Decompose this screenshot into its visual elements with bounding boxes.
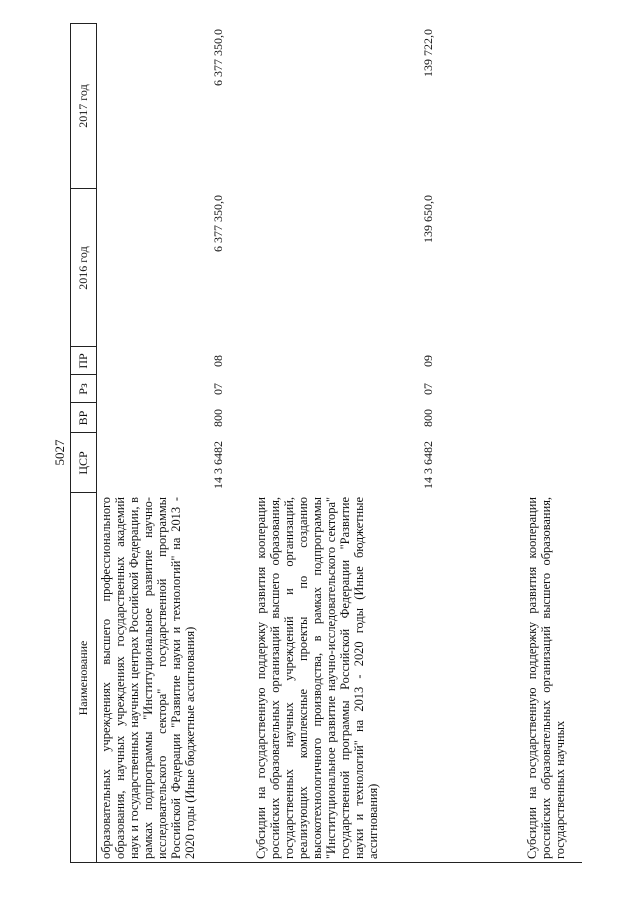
row-2-2016: 139 650,0 bbox=[421, 195, 435, 243]
row-1-2016: 6 377 350,0 bbox=[211, 195, 225, 252]
header-pr: ПР bbox=[76, 353, 90, 369]
row-1-rz: 07 bbox=[211, 383, 225, 395]
row-2-pr: 09 bbox=[421, 355, 435, 367]
header-bottom-border bbox=[96, 23, 97, 863]
row-3-name: Субсидии на государственную поддержку развития кооперации российских образовательных организаций высшего образования, государственных научных bbox=[525, 497, 567, 859]
header-csr: ЦСР bbox=[76, 451, 90, 475]
row-1-pr: 08 bbox=[211, 355, 225, 367]
page-number: 5027 bbox=[52, 439, 67, 466]
budget-table bbox=[70, 23, 582, 863]
row-2-rz: 07 bbox=[421, 383, 435, 395]
header-vr: ВР bbox=[76, 410, 90, 426]
header-2016: 2016 год bbox=[76, 246, 90, 290]
table-left-border bbox=[70, 862, 582, 863]
row-1-vr: 800 bbox=[211, 409, 225, 427]
row-2-name: Субсидии на государственную поддержку развития кооперации российских образовательных организаций высшего образования, государственных научных учреждений и организаций, реализующих комплексные проекты по созданию высокотехнологичного производства, в рамках подпрограммы "Институциональное развитие научно-исследовательского сектора" государственной программы Российской Федерации "Развитие науки и технологий" на 2013 - 2020 годы (Иные бюджетные ассигнования) bbox=[254, 497, 380, 859]
row-1-name: образовательных учреждениях высшего профессионального образования, научных учреждениях государственных академий наук и государственных научных центрах Российской Федерации, в рамках подпрограммы "Институциональное развитие научно-исследовательского сектора" государственной программы Российской Федерации "Развитие науки и технологий" на 2013 - 2020 годы (Иные бюджетные ассигнования) bbox=[99, 497, 197, 859]
header-rz: Рз bbox=[76, 383, 90, 395]
row-2-2017: 139 722,0 bbox=[421, 29, 435, 77]
row-2-vr: 800 bbox=[421, 409, 435, 427]
row-2-csr: 14 3 6482 bbox=[421, 441, 435, 489]
row-1-2017: 6 377 350,0 bbox=[211, 29, 225, 86]
row-1-csr: 14 3 6482 bbox=[211, 441, 225, 489]
header-name: Наименование bbox=[76, 640, 90, 716]
header-2017: 2017 год bbox=[76, 84, 90, 128]
